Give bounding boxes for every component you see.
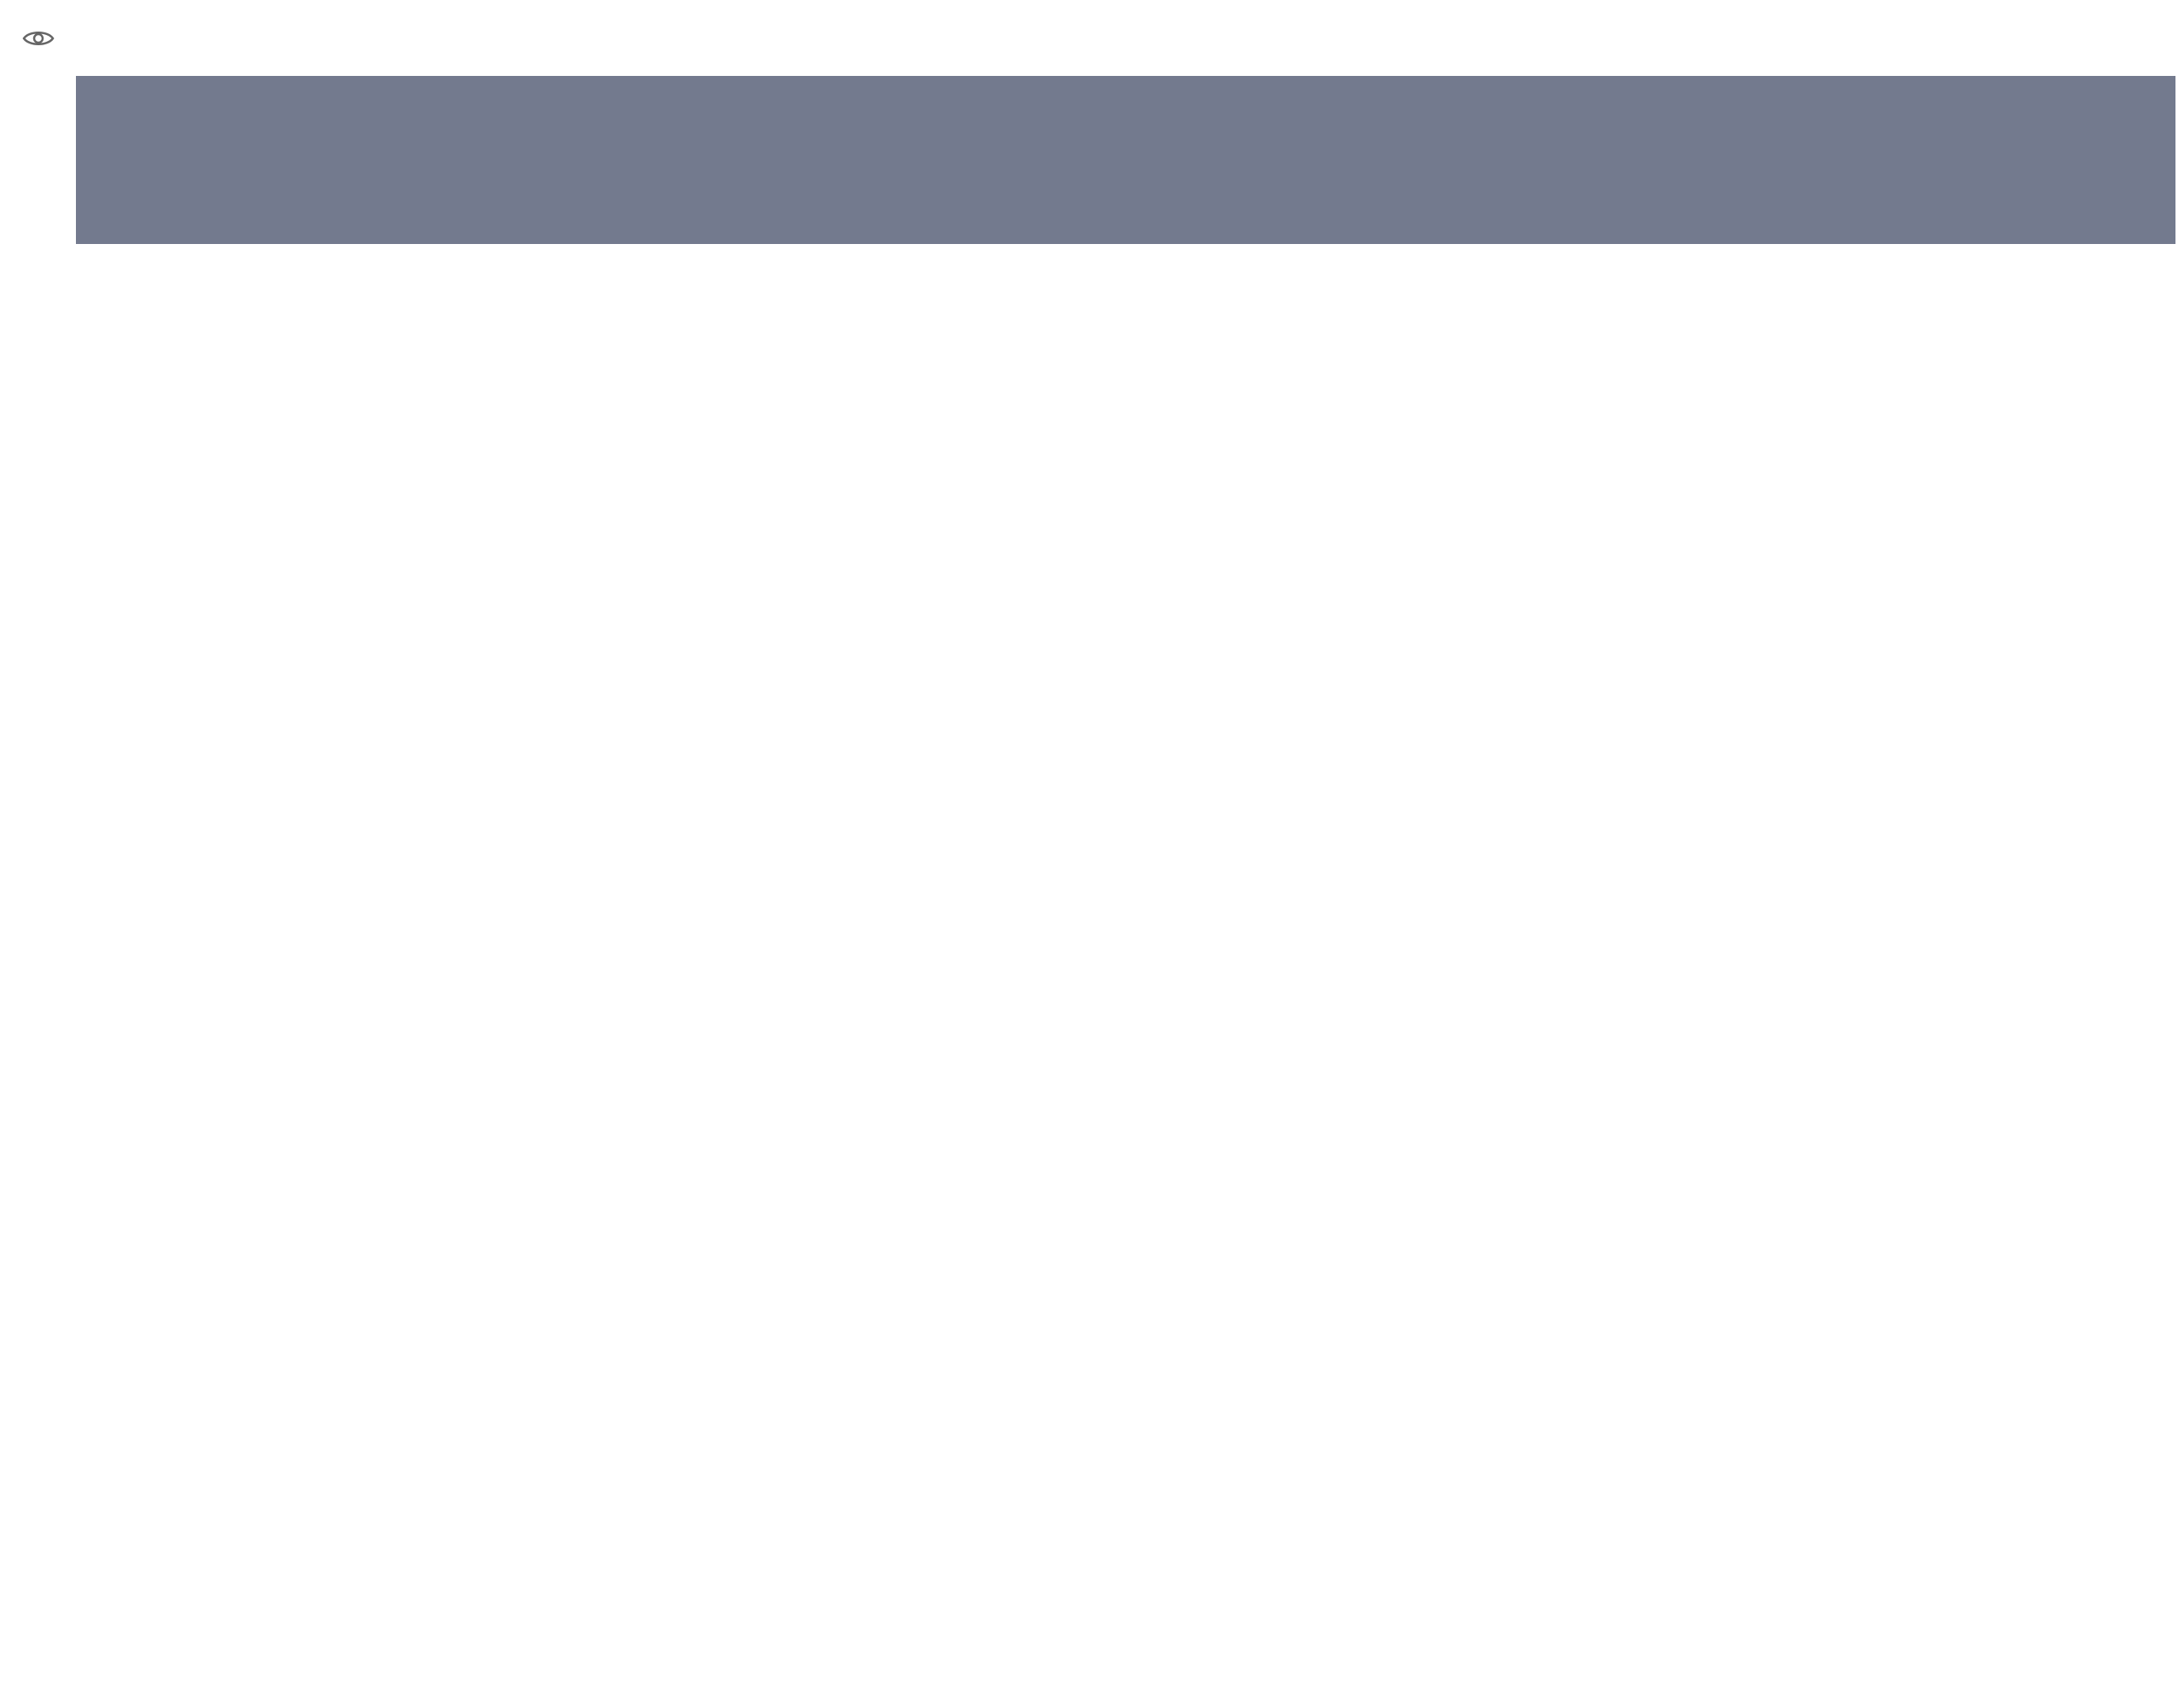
eye-icon[interactable] xyxy=(0,0,76,76)
sheet-title[interactable] xyxy=(76,76,2175,244)
